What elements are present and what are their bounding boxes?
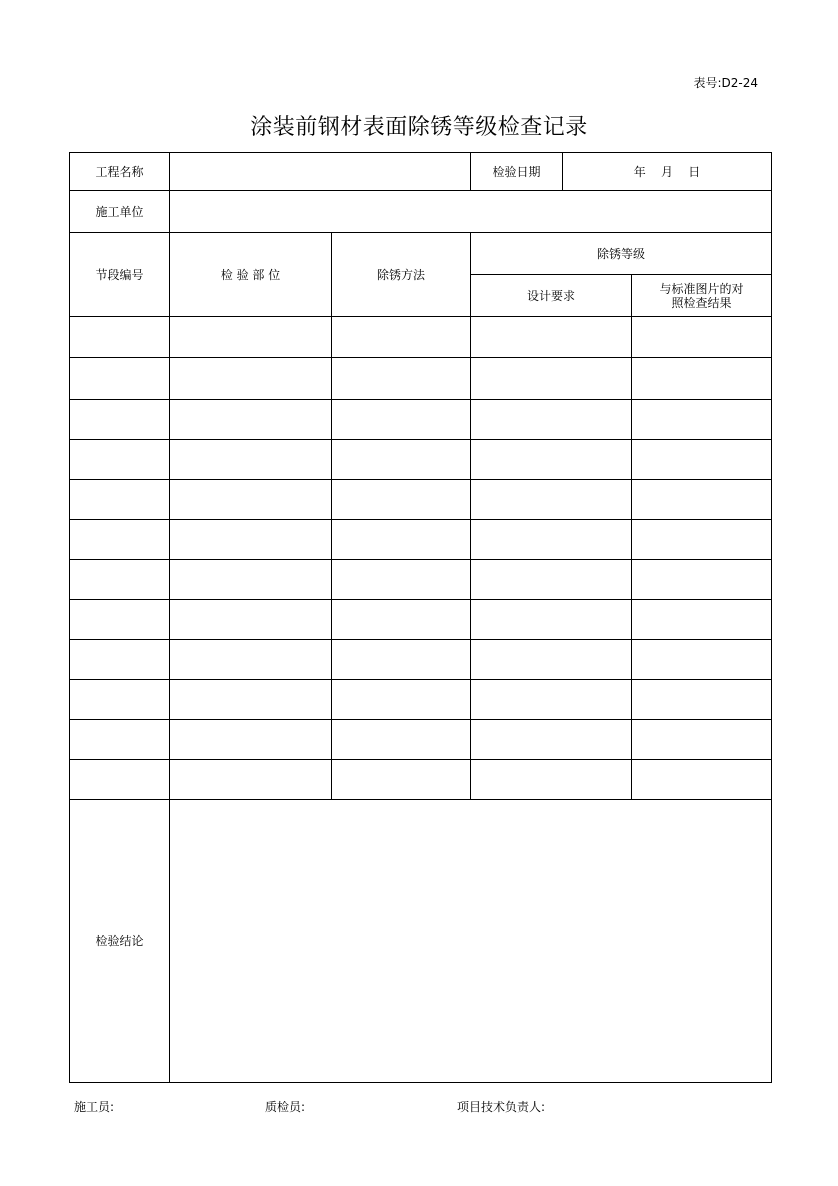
inspection-record-table (69, 152, 772, 1083)
inspection-part-header: 检 验 部 位 (170, 233, 332, 317)
inspection-part-cell[interactable] (170, 400, 332, 440)
section-no-header: 节段编号 (70, 233, 170, 317)
construction-unit-row (70, 191, 772, 233)
form-number: 表号:D2-24 (693, 76, 758, 90)
comparison-result-cell[interactable] (632, 520, 772, 560)
comparison-result-cell[interactable] (632, 720, 772, 760)
rust-removal-method-header: 除锈方法 (332, 233, 471, 317)
project-name-row (70, 153, 772, 191)
comparison-result-cell[interactable] (632, 600, 772, 640)
construction-unit-label: 施工单位 (70, 191, 170, 233)
rust-removal-method-cell[interactable] (332, 680, 471, 720)
quality-inspector-signature-label: 质检员: (265, 1100, 306, 1114)
table-row (70, 720, 772, 760)
inspection-part-cell[interactable] (170, 680, 332, 720)
comparison-result-cell[interactable] (632, 358, 772, 400)
inspection-part-cell[interactable] (170, 640, 332, 680)
design-requirement-cell[interactable] (471, 600, 632, 640)
rust-removal-method-cell[interactable] (332, 560, 471, 600)
design-requirement-header: 设计要求 (471, 275, 632, 317)
section-no-cell[interactable] (70, 680, 170, 720)
inspection-part-cell[interactable] (170, 520, 332, 560)
table-row (70, 317, 772, 358)
inspection-part-cell[interactable] (170, 480, 332, 520)
design-requirement-cell[interactable] (471, 440, 632, 480)
section-no-cell[interactable] (70, 440, 170, 480)
constructor-signature-label: 施工员: (74, 1100, 115, 1114)
page-title: 涂装前钢材表面除锈等级检查记录 (250, 115, 588, 140)
project-name-field[interactable] (170, 153, 471, 191)
construction-unit-field[interactable] (170, 191, 772, 233)
rust-removal-method-cell[interactable] (332, 720, 471, 760)
table-row (70, 760, 772, 800)
design-requirement-cell[interactable] (471, 560, 632, 600)
section-no-cell[interactable] (70, 720, 170, 760)
rust-removal-method-cell[interactable] (332, 480, 471, 520)
comparison-result-cell[interactable] (632, 680, 772, 720)
section-no-cell[interactable] (70, 317, 170, 358)
inspection-part-cell[interactable] (170, 720, 332, 760)
inspection-date-field[interactable]: 年 月 日 (563, 153, 772, 191)
table-row (70, 480, 772, 520)
section-no-cell[interactable] (70, 358, 170, 400)
section-no-cell[interactable] (70, 560, 170, 600)
technical-lead-signature-label: 项目技术负责人: (457, 1100, 546, 1114)
comparison-result-header (632, 275, 772, 317)
design-requirement-cell[interactable] (471, 400, 632, 440)
conclusion-row (70, 800, 772, 1083)
comparison-result-cell[interactable] (632, 760, 772, 800)
design-requirement-cell[interactable] (471, 760, 632, 800)
table-row (70, 560, 772, 600)
design-requirement-cell[interactable] (471, 520, 632, 560)
comparison-result-cell[interactable] (632, 440, 772, 480)
rust-removal-method-cell[interactable] (332, 358, 471, 400)
rust-removal-method-cell[interactable] (332, 640, 471, 680)
comparison-result-cell[interactable] (632, 640, 772, 680)
design-requirement-cell[interactable] (471, 480, 632, 520)
section-no-cell[interactable] (70, 600, 170, 640)
rust-removal-method-cell[interactable] (332, 317, 471, 358)
section-no-cell[interactable] (70, 760, 170, 800)
table-row (70, 600, 772, 640)
section-no-cell[interactable] (70, 520, 170, 560)
inspection-part-cell[interactable] (170, 358, 332, 400)
table-row (70, 400, 772, 440)
rust-removal-method-cell[interactable] (332, 520, 471, 560)
rust-removal-method-cell[interactable] (332, 400, 471, 440)
section-no-cell[interactable] (70, 400, 170, 440)
rust-grade-header: 除锈等级 (471, 233, 772, 275)
rust-removal-method-cell[interactable] (332, 760, 471, 800)
rust-removal-method-cell[interactable] (332, 600, 471, 640)
comparison-result-header-line2: 照检查结果 (671, 295, 732, 310)
section-no-cell[interactable] (70, 480, 170, 520)
conclusion-label: 检验结论 (70, 800, 170, 1083)
comparison-result-cell[interactable] (632, 480, 772, 520)
inspection-date-label: 检验日期 (471, 153, 563, 191)
comparison-result-header-line1: 与标准图片的对 (659, 281, 744, 296)
table-row (70, 440, 772, 480)
comparison-result-cell[interactable] (632, 560, 772, 600)
inspection-part-cell[interactable] (170, 560, 332, 600)
section-no-cell[interactable] (70, 640, 170, 680)
table-row (70, 358, 772, 400)
design-requirement-cell[interactable] (471, 358, 632, 400)
table-row (70, 640, 772, 680)
table-row (70, 520, 772, 560)
inspection-part-cell[interactable] (170, 317, 332, 358)
design-requirement-cell[interactable] (471, 720, 632, 760)
comparison-result-cell[interactable] (632, 317, 772, 358)
table-row (70, 680, 772, 720)
conclusion-field[interactable] (170, 800, 772, 1083)
inspection-part-cell[interactable] (170, 600, 332, 640)
column-header-row-1 (70, 233, 772, 275)
design-requirement-cell[interactable] (471, 640, 632, 680)
project-name-label: 工程名称 (70, 153, 170, 191)
inspection-part-cell[interactable] (170, 760, 332, 800)
design-requirement-cell[interactable] (471, 680, 632, 720)
comparison-result-cell[interactable] (632, 400, 772, 440)
design-requirement-cell[interactable] (471, 317, 632, 358)
inspection-part-cell[interactable] (170, 440, 332, 480)
rust-removal-method-cell[interactable] (332, 440, 471, 480)
